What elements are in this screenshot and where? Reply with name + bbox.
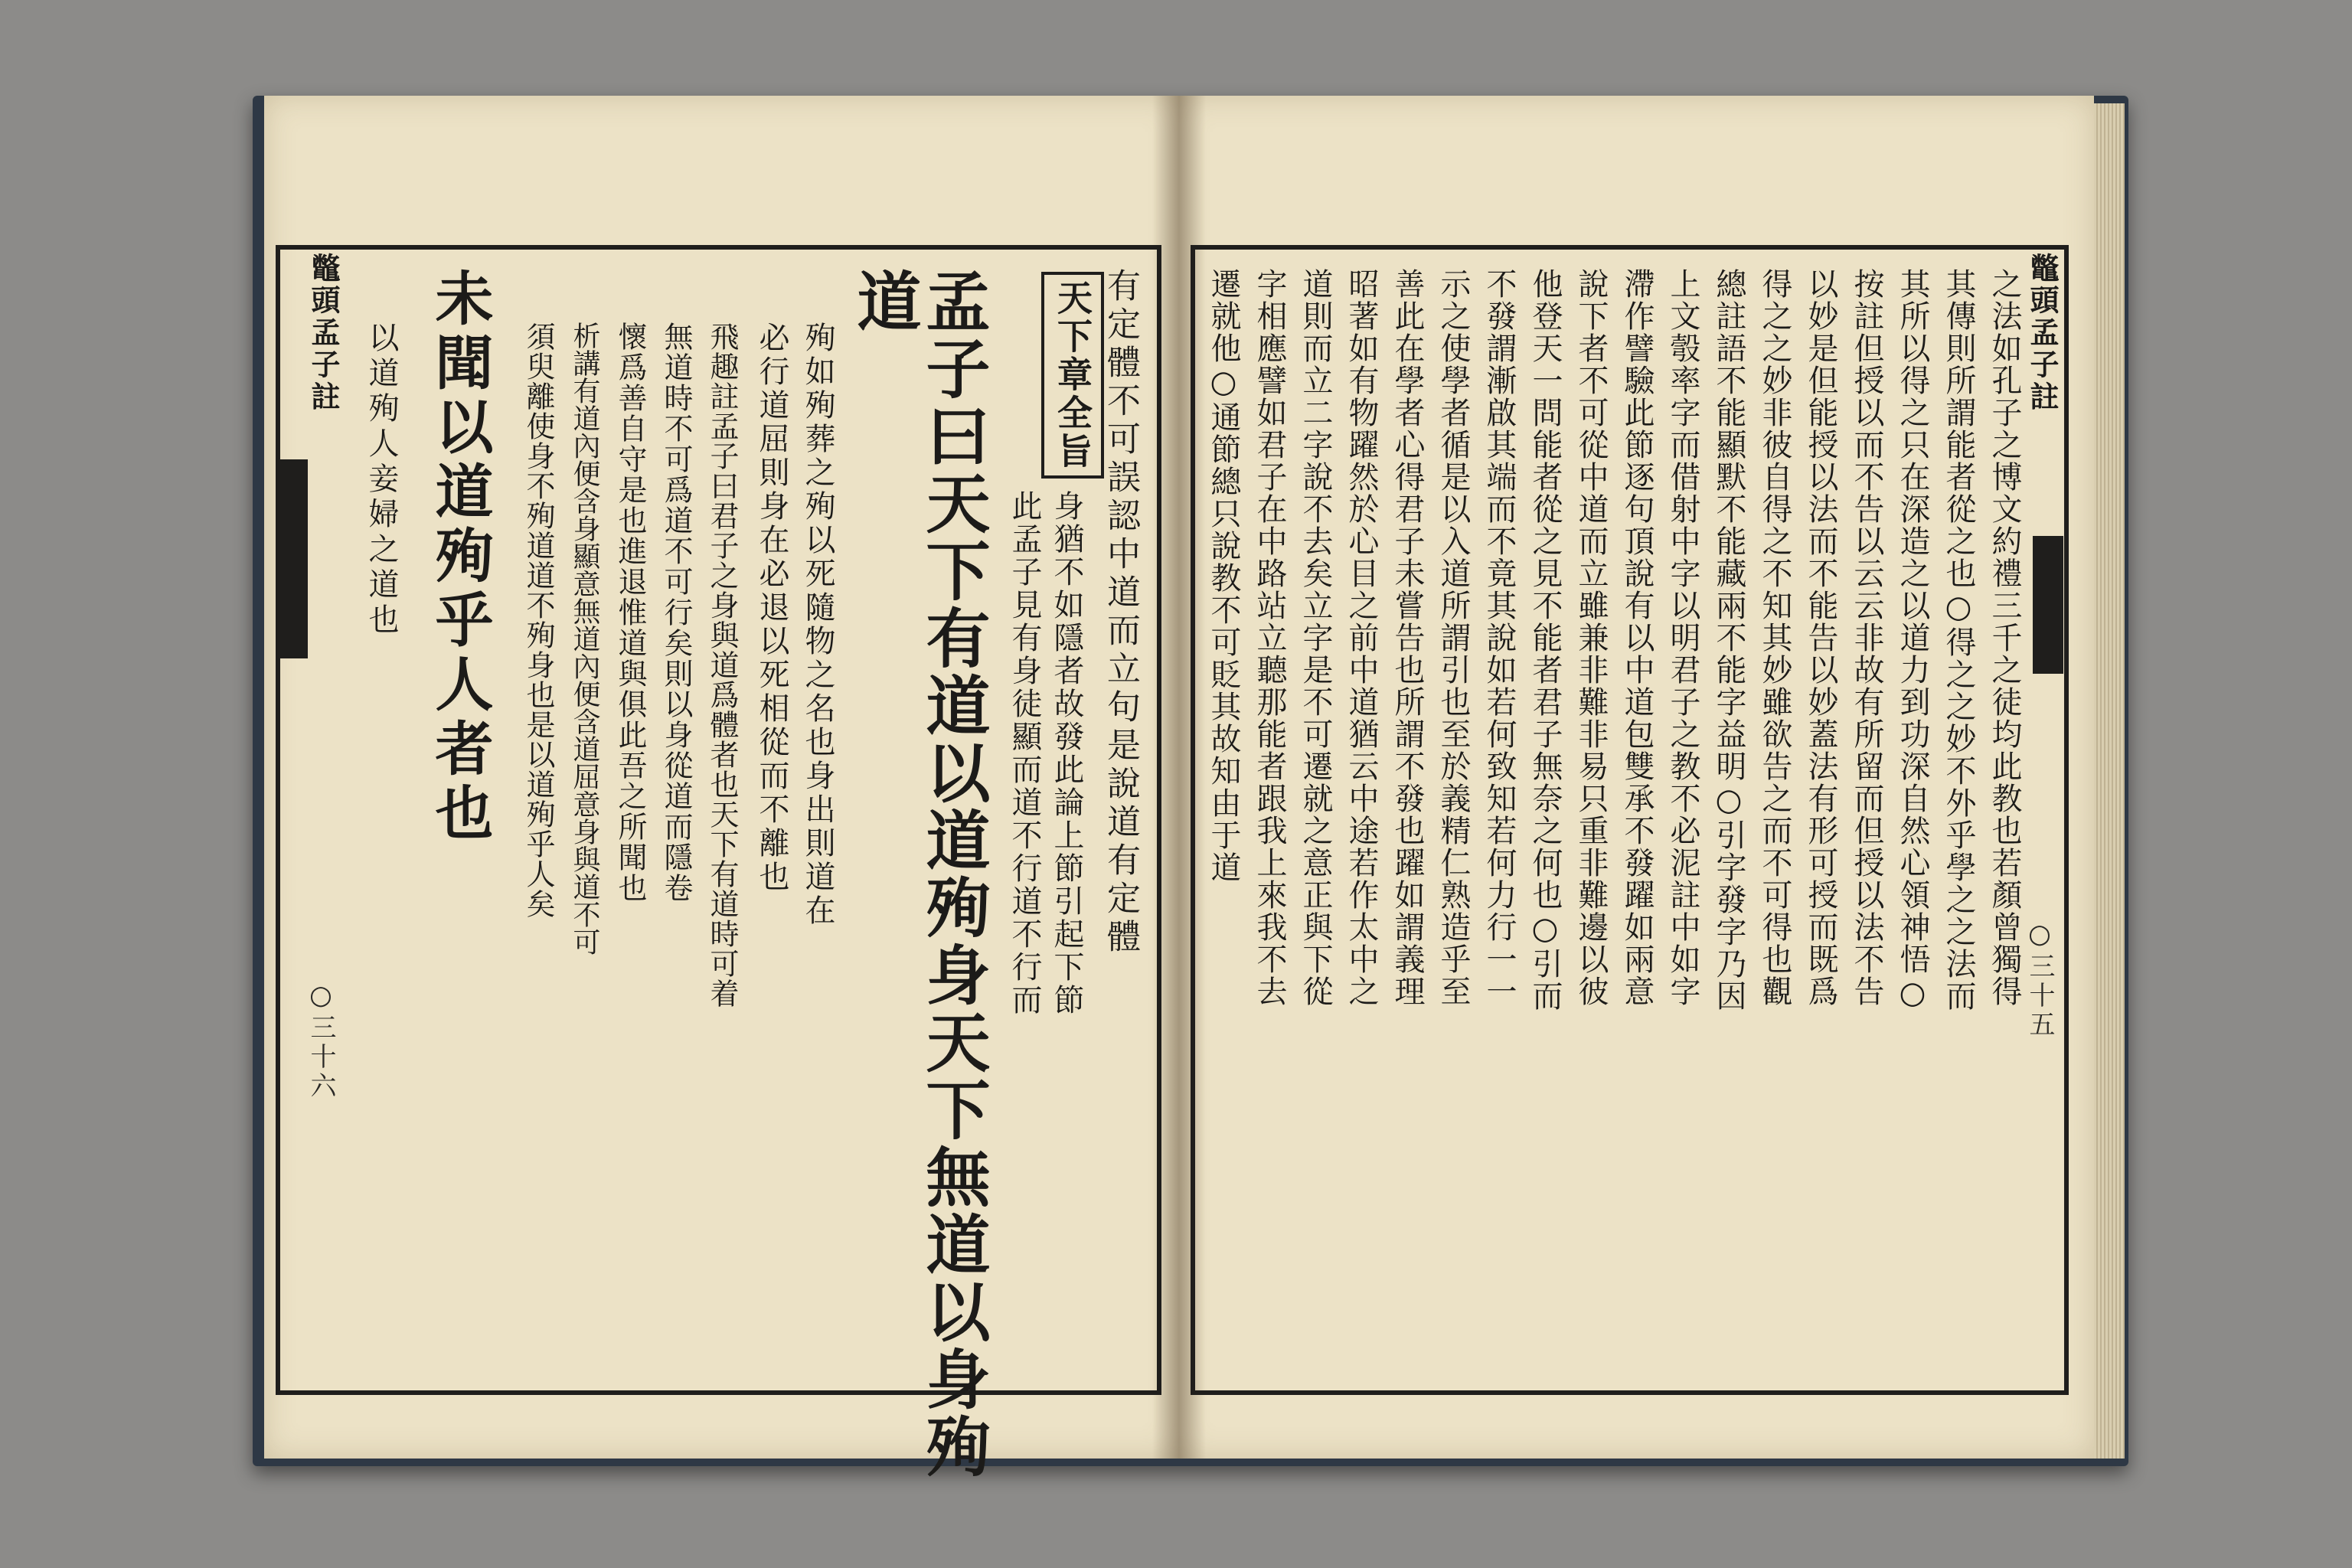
text-column: 按註但授以而不告以云云非故有所留而但授以法不告 (1849, 268, 1884, 1008)
text-column: 示之使學者循是以入道所謂引也至於義精仁熟造乎至 (1436, 268, 1471, 1008)
text-column: 字相應譬如君子在中路站立聽那能者跟我上來我不去 (1252, 268, 1287, 1008)
text-column: 飛趣註孟子曰君子之身與道爲體者也天下有道時可着 (705, 322, 739, 1008)
text-column: 懷爲善自守是也進退惟道與俱此吾之所聞也 (613, 322, 647, 903)
text-column: 析講有道內便含身顯意無道內便含道屈意身與道不可 (569, 322, 600, 956)
text-column: 以道殉人妾婦之道也 (364, 322, 399, 639)
left-folio: ○三十六 (305, 980, 336, 1101)
main-text-column: 未聞以道殉乎人者也 (426, 268, 494, 847)
left-margin-header: 鼈頭孟子註 (306, 253, 341, 413)
main-text-column: 道 (847, 268, 923, 338)
page-edges (2094, 103, 2125, 1459)
text-column: 以妙是但能授以法而不能告以妙蓋法有形可授而既爲 (1803, 268, 1838, 1008)
text-column: 昭著如有物躍然於心目之前中道猶云中途若作太中之 (1344, 268, 1379, 1008)
text-column: 有定體不可誤認中道而立句是說道有定體 (1101, 268, 1140, 957)
main-text-column: 孟子曰天下有道以道殉身天下無道以身殉 (916, 268, 991, 1481)
text-column: 殉如殉葬之殉以死隨物之名也身出則道在 (800, 322, 835, 928)
text-column: 他登天一問能者從之見不能者君子無奈之何也○引而 (1527, 268, 1563, 1012)
text-column: 無道時不可爲道不可行矣則以身從道而隱卷 (659, 322, 693, 903)
right-margin-tab (2033, 536, 2063, 674)
text-column: 上文彀率字而借射中字以明君子之教不必泥註中如字 (1665, 268, 1700, 1008)
text-column: 總註語不能顯默不能藏兩不能字益明○引字發字乃因 (1711, 268, 1746, 1012)
text-column: 身猶不如隱者故發此論上節引起下節 (1049, 490, 1084, 1017)
text-column: 須臾離使身不殉道道不殉身也是以道殉乎人矣 (521, 322, 555, 919)
text-column: 之法如孔子之博文約禮三千之徒均此教也若顏曾獨得 (1987, 268, 2022, 1008)
text-column: 得之之妙非彼自得之不知其妙雖欲告之而不可得也觀 (1757, 268, 1792, 1008)
text-column: 必行道屈則身在必退以死相從而不離也 (754, 322, 789, 894)
right-folio: ○三十五 (2024, 919, 2055, 1040)
text-column: 此孟子見有身徒顯而道不行道不行而 (1007, 490, 1042, 1017)
left-margin-tab (277, 459, 308, 658)
text-column: 不發謂漸啟其端而不竟其說如若何致知若何力行一一 (1481, 268, 1517, 1008)
text-column: 善此在學者心得君子未嘗告也所謂不發也躍如謂義理 (1390, 268, 1425, 1008)
text-column: 說下者不可從中道而立雖兼非難非易只重非難邊以彼 (1573, 268, 1609, 1008)
text-column: 其傳則所謂能者從之也○得之之妙不外乎學之之法而 (1941, 268, 1976, 1012)
text-column: 其所以得之只在深造之以道力到功深自然心領神悟○ (1895, 268, 1930, 1012)
text-column: 滯作譬驗此節逐句頂說有以中道包雙承不發躍如兩意 (1619, 268, 1655, 1008)
right-margin-header: 鼈頭孟子註 (2025, 253, 2060, 413)
text-column: 遷就他○通節總只說教不可貶其故知由于道 (1206, 268, 1241, 884)
text-column: 道則而立二字說不去矣立字是不可遷就之意正與下從 (1298, 268, 1333, 1008)
chapter-heading-box: 天下章全旨 (1041, 272, 1104, 479)
